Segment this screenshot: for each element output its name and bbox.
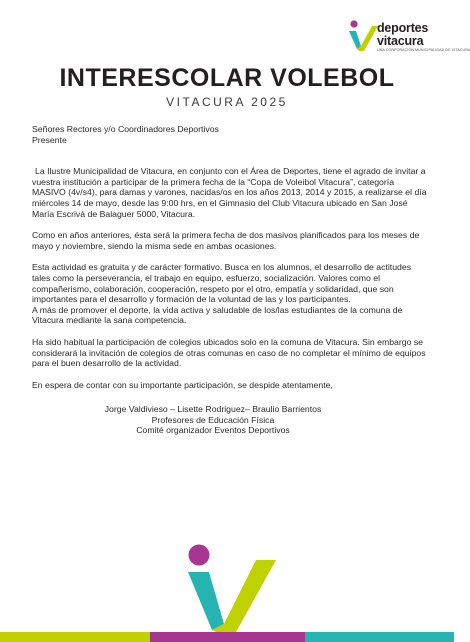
footer-band-teal (305, 632, 454, 642)
deportes-vitacura-logo-icon (345, 18, 379, 52)
paragraph-promotion: A más de promover el deporte, la vida activa y saludable de los/las estudiantes de la comuna de Vitacura mediante la sana competencia. (32, 304, 403, 326)
footer-color-band (0, 632, 454, 642)
signature-role: Profesores de Educación Física (151, 414, 275, 425)
paragraph-schedule: Como en años anteriores, ésta será la primera fecha de dos masivos planificados para los meses de mayo y noviembre, siendo la misma sede en ambas ocasiones. (32, 230, 420, 251)
signature-committee: Comité organizador Eventos Deportivos (136, 425, 290, 436)
paragraph-closing: En espera de contar con su importante participación, se despide atentamente, (32, 379, 333, 390)
logo-line-vitacura: vitacura (377, 33, 424, 48)
signature-names: Jorge Valdivieso – Lisette Rodriguez– Braulio Barrientos (104, 404, 322, 415)
page-subtitle: VITACURA 2025 (166, 95, 288, 109)
paragraph-invitation: La Ilustre Municipalidad de Vitacura, en conjunto con el Área de Deportes, tiene el agrado de invitar a vuestra institución a participar de la primera fecha de la “Copa de Voleibol Vitacura”, categoría MASIVO (4v/s4), para damas y varones, nacidas/os en los años 2013, 2014 y 2015, a realizarse el día miércoles 14 de mayo, desde las 9:00 hrs, en el Gimnasio del Club Vitacura ubicado en San José María Escrivá de Balaguer 5000, Vitacura. (32, 166, 427, 219)
addressee-line-1: Señores Rectores y/o Coordinadores Deportivos (32, 124, 219, 134)
letter-body (32, 124, 430, 436)
addressee (32, 124, 430, 145)
footer-band-magenta (150, 632, 305, 642)
paragraph-participation: Ha sido habitual la participación de colegios ubicados solo en la comuna de Vitacura. Sin embargo se considerará la invitación de colegios de otras comunas en caso de no completar el mínimo de equipos para el buen desarrollo de la actividad. (32, 336, 426, 369)
deportes-vitacura-logo (345, 18, 470, 52)
page-title: INTERESCOLAR VOLEBOL (59, 64, 395, 92)
logo-line-deportes: deportes (377, 21, 429, 35)
vitacura-v-mark-icon (182, 542, 278, 632)
signature-block (32, 404, 430, 436)
logo-tagline: UNA CORPORACIÓN MUNICIPALIDAD DE VITACURA (377, 48, 470, 52)
footer-band-lime (0, 632, 150, 642)
logo-wordmark (377, 22, 470, 53)
paragraph-values: Esta actividad es gratuita y de carácter formativo. Busca en los alumnos, el desarrollo de actitudes tales como la perseverancia, el trabajo en equipo, esfuerzo, socialización. Valores como el compañerismo, colaboración, cooperación, respeto por el otro, empatía y solidaridad, que son importantes para el desarrollo y formación de la voluntad de las y los participantes. (32, 262, 412, 305)
addressee-line-2: Presente (32, 134, 67, 145)
